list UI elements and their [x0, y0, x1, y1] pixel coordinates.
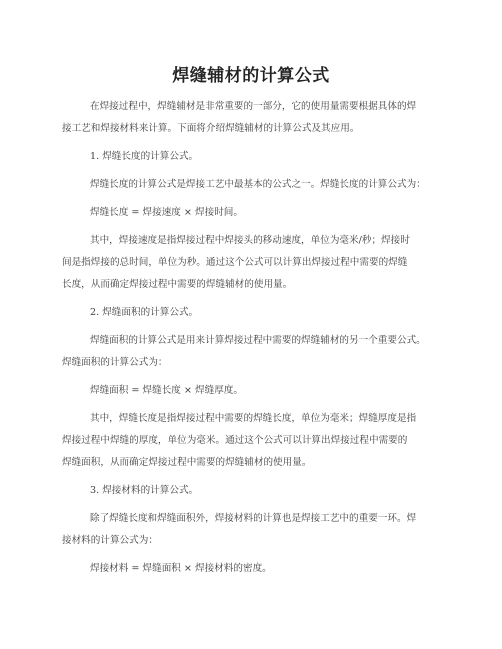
section-heading: 1. 焊缝长度的计算公式。 [90, 151, 199, 162]
paragraph-line: 焊缝长度的计算公式是焊接工艺中最基本的公式之一。焊缝长度的计算公式为： [90, 179, 426, 190]
paragraph-line: 接材料的计算公式为： [62, 535, 158, 546]
paragraph-line: 焊缝面积，从而确定焊接过程中需要的焊缝辅材的使用量。 [62, 457, 312, 468]
paragraph-line: 接工艺和焊接材料来计算。下面将介绍焊缝辅材的计算公式及其应用。 [62, 123, 360, 134]
paragraph-line: 间是指焊接的总时间，单位为秒。通过这个公式可以计算出焊接过程中需要的焊缝 [62, 257, 408, 268]
paragraph-line: 在焊接过程中，焊缝辅材是非常重要的一部分，它的使用量需要根据具体的焊 [90, 101, 417, 112]
formula-line: 焊接材料 = 焊缝面积 × 焊接材料的密度。 [90, 563, 272, 574]
paragraph-line: 焊缝面积的计算公式为： [62, 357, 168, 368]
document-title: 焊缝辅材的计算公式 [172, 66, 330, 86]
paragraph-line: 长度，从而确定焊接过程中需要的焊缝辅材的使用量。 [62, 279, 293, 290]
section-heading: 3. 焊接材料的计算公式。 [90, 485, 199, 496]
paragraph-line: 除了焊缝长度和焊缝面积外，焊接材料的计算也是焊接工艺中的重要一环。焊 [90, 513, 417, 524]
section-heading: 2. 焊缝面积的计算公式。 [90, 307, 199, 318]
formula-line: 焊缝面积 = 焊缝长度 × 焊缝厚度。 [90, 385, 243, 396]
paragraph-line: 焊缝面积的计算公式是用来计算焊接过程中需要的焊缝辅材的另一个重要公式。 [90, 335, 426, 346]
paragraph-line: 其中，焊接速度是指焊接过程中焊接头的移动速度，单位为毫米/秒；焊接时 [90, 235, 410, 246]
paragraph-line: 其中，焊缝长度是指焊接过程中需要的焊缝长度，单位为毫米；焊缝厚度是指 [90, 413, 417, 424]
paragraph-line: 焊接过程中焊缝的厚度，单位为毫米。通过这个公式可以计算出焊接过程中需要的 [62, 435, 408, 446]
formula-line: 焊缝长度 = 焊接速度 × 焊接时间。 [90, 207, 243, 218]
